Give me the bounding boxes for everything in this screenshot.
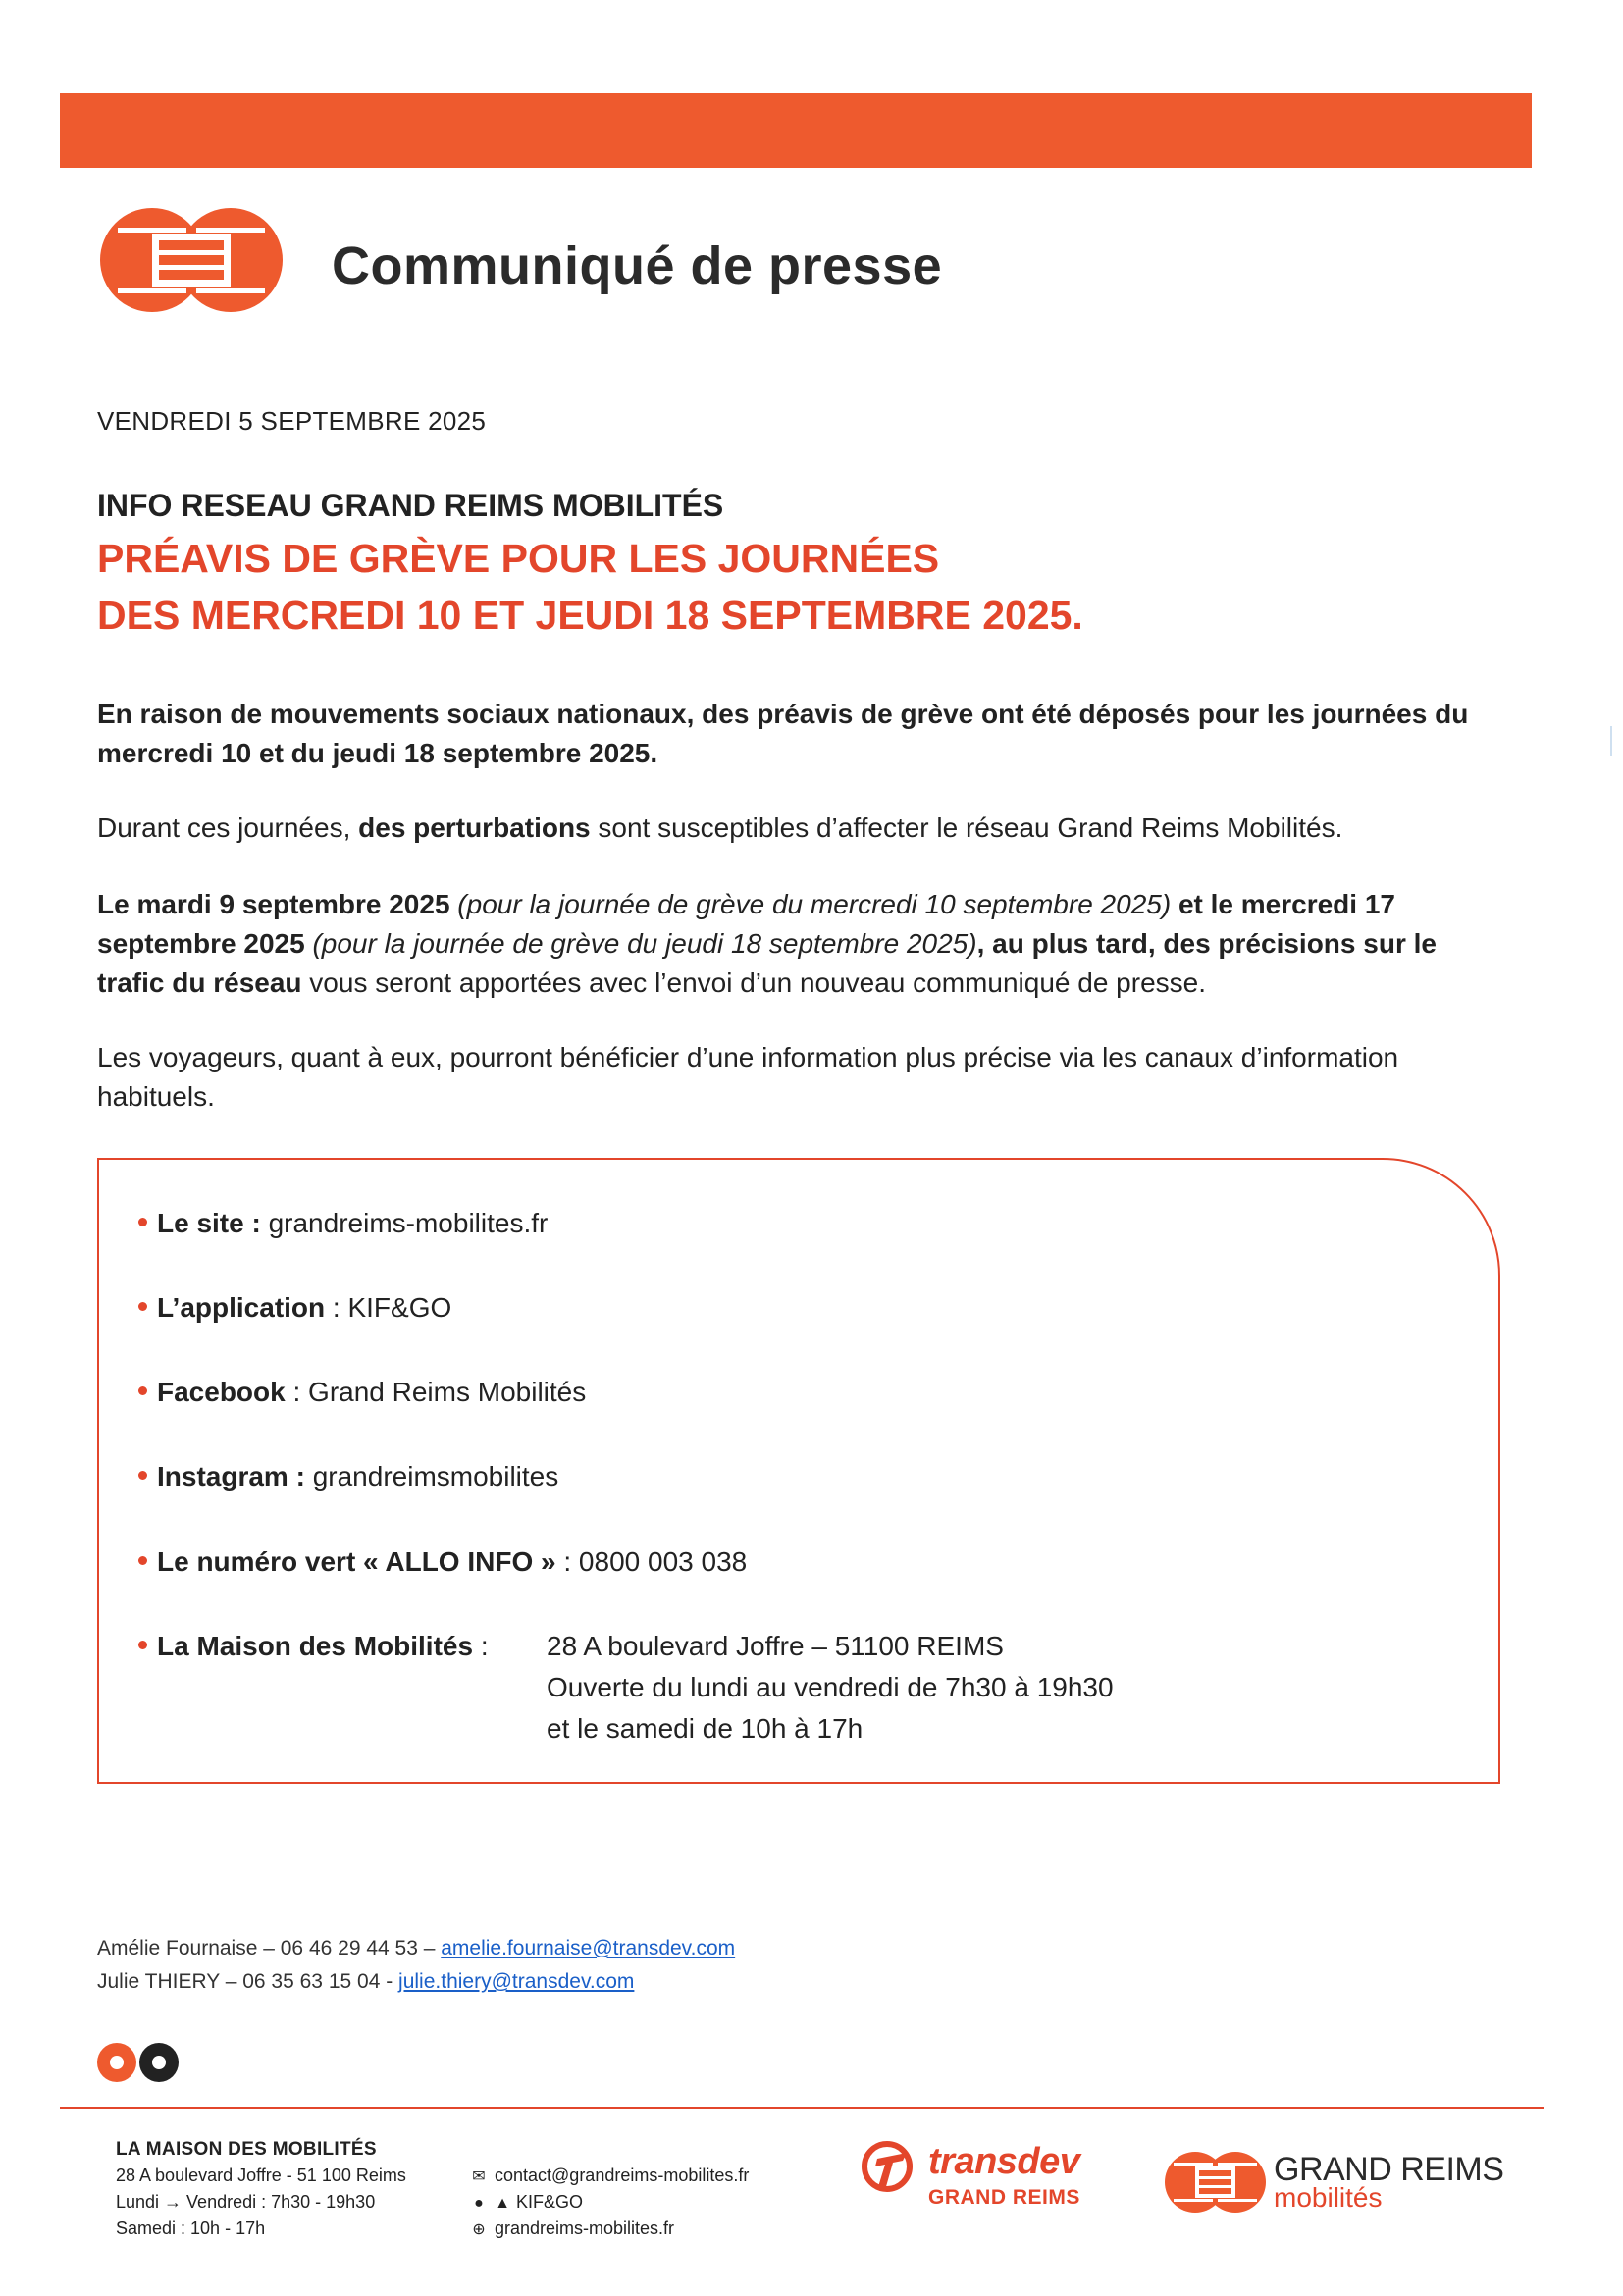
p2-text-b: des perturbations (358, 812, 591, 843)
maison-details (547, 1626, 1114, 1749)
grand-reims-logo-icon (98, 204, 285, 317)
info-item-app (138, 1287, 451, 1329)
info-item-phone (138, 1541, 747, 1583)
p3-text-d: (pour la journée de grève du jeudi 18 septembre 2025) (304, 928, 977, 959)
bullet-icon (138, 1641, 147, 1649)
bullet-icon (138, 1556, 147, 1565)
footer-hours-week: Lundi → Vendredi : 7h30 - 19h30 (116, 2192, 376, 2212)
info-value: grandreimsmobilites (304, 1461, 559, 1491)
footer-divider (60, 2107, 1544, 2109)
bullet-icon (138, 1218, 147, 1226)
contact-line (97, 1970, 634, 1994)
transdev-wordmark: transdev (928, 2141, 1080, 2182)
paragraph-updates (97, 885, 1491, 1003)
transdev-subtitle: GRAND REIMS (928, 2186, 1080, 2209)
paragraph-intro (97, 695, 1491, 773)
headline-line-2: DES MERCREDI 10 ET JEUDI 18 SEPTEMBRE 2025. (97, 593, 1083, 638)
bullet-icon (138, 1471, 147, 1480)
p2-text-c: sont susceptibles d’affecter le réseau Grand Reims Mobilités. (590, 812, 1343, 843)
footer-app (469, 2192, 583, 2213)
scan-edge-mark (1610, 726, 1612, 756)
contact-text: Amélie Fournaise – 06 46 29 44 53 – (97, 1937, 442, 1959)
contact-email-link[interactable]: amelie.fournaise@transdev.com (441, 1937, 736, 1959)
contact-email-link[interactable]: julie.thiery@transdev.com (398, 1970, 635, 1993)
info-item-site (138, 1203, 548, 1244)
footer-address: 28 A boulevard Joffre - 51 100 Reims (116, 2166, 406, 2185)
footer-hours-saturday: Samedi : 10h - 17h (116, 2218, 266, 2238)
info-value: : Grand Reims Mobilités (285, 1377, 587, 1407)
info-label: L’application (157, 1292, 326, 1323)
info-item-maison (138, 1626, 1218, 1753)
info-label: Le site : (157, 1208, 261, 1238)
decorative-circles-icon (96, 2041, 184, 2084)
grm-subtitle: mobilités (1274, 2182, 1383, 2213)
contact-line (97, 1937, 735, 1960)
footer-email (469, 2166, 749, 2186)
maison-address: 28 A boulevard Joffre – 51100 REIMS (547, 1631, 1004, 1661)
footer-email-text[interactable]: contact@grandreims-mobilites.fr (495, 2166, 750, 2185)
android-icon: ▲ (495, 2195, 510, 2212)
footer-title: LA MAISON DES MOBILITÉS (116, 2139, 377, 2160)
headline-line-1: PRÉAVIS DE GRÈVE POUR LES JOURNÉES (97, 536, 940, 581)
info-value: : 0800 003 038 (555, 1546, 748, 1577)
info-label: Instagram : (157, 1461, 305, 1491)
p3-text-a: Le mardi 9 septembre 2025 (97, 889, 450, 919)
grand-reims-footer-logo-icon (1164, 2149, 1267, 2216)
p3-text-f: vous seront apportées avec l’envoi d’un nouveau communiqué de presse. (301, 967, 1206, 998)
p3-text-e: , au plus tard, des précisions sur le trafic du réseau (97, 928, 1437, 998)
headline (97, 530, 1373, 644)
page-title: Communiqué de presse (332, 236, 943, 295)
paragraph-travellers: Les voyageurs, quant à eux, pourront bénéficier d’une information plus précise via les canaux d’information habituels. (97, 1042, 1399, 1112)
info-channels-box (97, 1158, 1500, 1784)
contact-text: Julie THIERY – 06 35 63 15 04 - (97, 1970, 399, 1993)
footer-web (469, 2218, 674, 2239)
info-label: Facebook (157, 1377, 286, 1407)
headline-kicker: INFO RESEAU GRAND REIMS MOBILITÉS (97, 488, 724, 523)
bullet-icon (138, 1386, 147, 1395)
apple-icon: ● (474, 2195, 484, 2212)
paragraph-disruptions (97, 809, 1491, 848)
info-item-instagram (138, 1456, 558, 1497)
info-value: : KIF&GO (325, 1292, 452, 1323)
p3-text-c: et le mercredi 17 septembre 2025 (97, 889, 1395, 959)
p3-text-b: (pour la journée de grève du mercredi 10 septembre 2025) (449, 889, 1172, 919)
top-banner (60, 93, 1532, 168)
p2-text-a: Durant ces journées, (97, 812, 359, 843)
release-date: VENDREDI 5 SEPTEMBRE 2025 (97, 406, 487, 436)
maison-hours-week: Ouverte du lundi au vendredi de 7h30 à 19h30 (547, 1672, 1114, 1702)
paragraph-intro-text: En raison de mouvements sociaux nationaux, des préavis de grève ont été déposés pour les journées du mercredi 10 et du jeudi 18 septembre 2025. (97, 699, 1469, 768)
transdev-logo (860, 2137, 1095, 2216)
globe-icon: ⊕ (472, 2221, 486, 2238)
maison-hours-saturday: et le samedi de 10h à 17h (547, 1713, 864, 1744)
footer-app-text: KIF&GO (516, 2192, 584, 2212)
info-label: Le numéro vert « ALLO INFO » (157, 1546, 556, 1577)
grm-wordmark: GRAND REIMS (1274, 2151, 1504, 2188)
info-label: La Maison des Mobilités (157, 1631, 474, 1661)
bullet-icon (138, 1302, 147, 1311)
transdev-mark-icon (860, 2139, 920, 2194)
info-item-facebook (138, 1372, 586, 1413)
footer-web-text[interactable]: grandreims-mobilites.fr (495, 2218, 675, 2238)
mail-icon: ✉ (472, 2168, 486, 2185)
info-value: grandreims-mobilites.fr (260, 1208, 549, 1238)
info-value: : (473, 1631, 489, 1661)
